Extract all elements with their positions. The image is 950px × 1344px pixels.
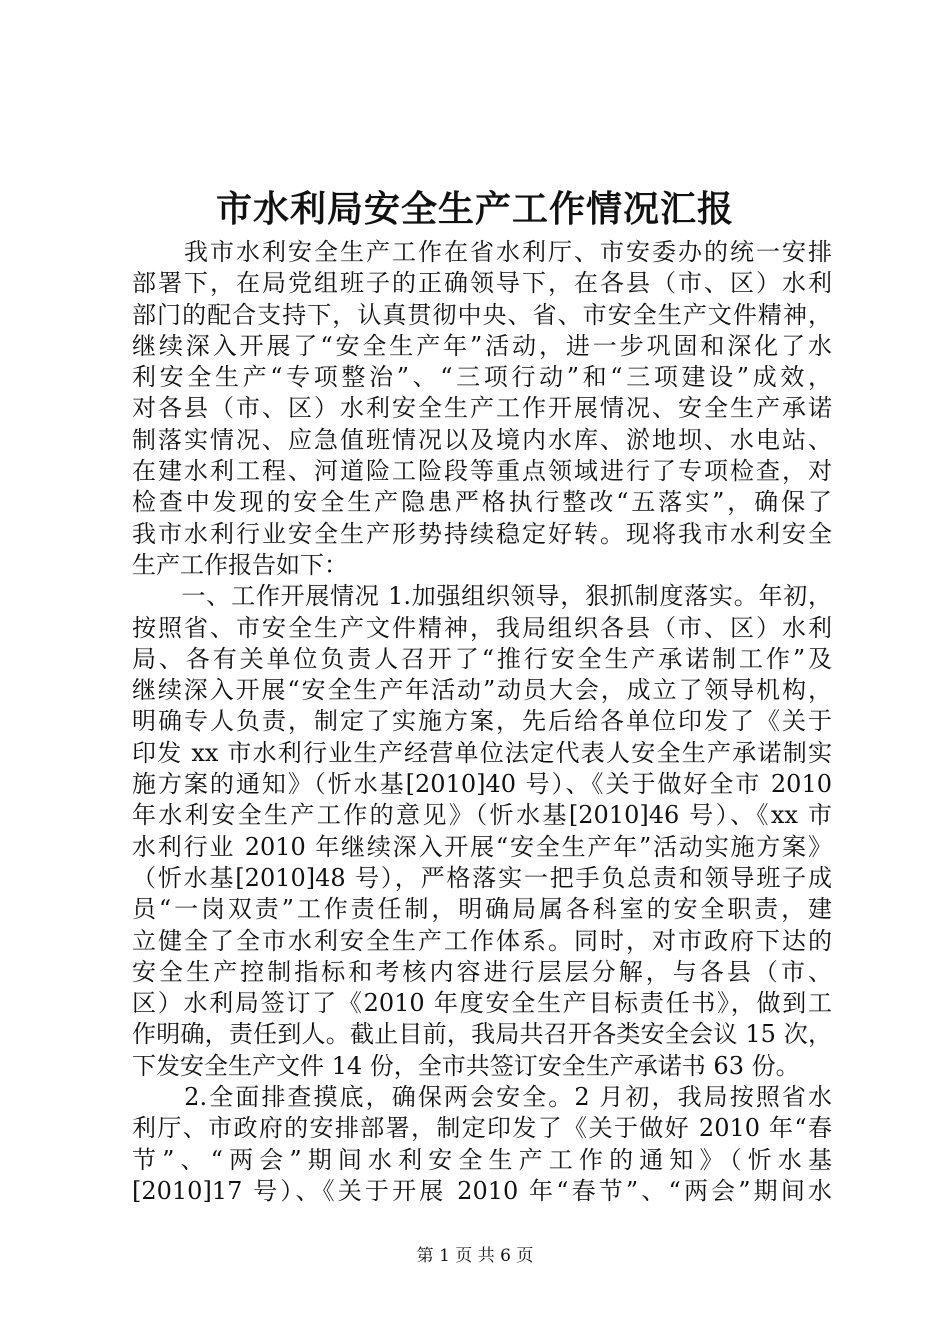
body-line: 部署下，在局党组班子的正确领导下，在各县（市、区）水利 [132, 269, 832, 298]
body-line: 印发 xx 市水利行业生产经营单位法定代表人安全生产承诺制实 [132, 738, 832, 767]
body-line: 水利行业 2010 年继续深入开展“安全生产年”活动实施方案》 [132, 832, 832, 861]
body-line: 作明确，责任到人。截止目前，我局共召开各类安全会议 15 次， [132, 1020, 832, 1049]
body-line: 2.全面排查摸底，确保两会安全。2 月初，我局按照省水 [132, 1083, 832, 1112]
document-body [132, 237, 832, 1207]
body-line: 检查中发现的安全生产隐患严格执行整改“五落实”，确保了 [132, 488, 832, 517]
body-line: 立健全了全市水利安全生产工作体系。同时，对市政府下达的 [132, 926, 832, 955]
body-line: 下发安全生产文件 14 份，全市共签订安全生产承诺书 63 份。 [132, 1051, 800, 1080]
body-line: 我市水利安全生产工作在省水利厅、市安委办的统一安排 [132, 238, 832, 266]
page-number-footer: 第 1 页 共 6 页 [416, 1246, 534, 1266]
body-line: 利厅、市政府的安排部署，制定印发了《关于做好 2010 年“春 [132, 1114, 832, 1143]
body-line: 在建水利工程、河道险工险段等重点领域进行了专项检查，对 [132, 457, 832, 486]
body-line: [2010]17 号）、《关于开展 2010 年“春节”、“两会”期间水 [132, 1176, 832, 1205]
body-line: 施方案的通知》（忻水基[2010]40 号）、《关于做好全市 2010 [132, 770, 832, 799]
body-line: 年水利安全生产工作的意见》（忻水基[2010]46 号）、《xx 市 [132, 801, 832, 830]
body-line: 制落实情况、应急值班情况以及境内水库、淤地坝、水电站、 [132, 425, 832, 454]
body-line: 继续深入开展了“安全生产年”活动，进一步巩固和深化了水 [132, 331, 832, 360]
body-line: 区）水利局签订了《2010 年度安全生产目标责任书》，做到工 [132, 989, 832, 1018]
body-line: （忻水基[2010]48 号），严格落实一把手负总责和领导班子成 [132, 863, 832, 892]
body-line: 部门的配合支持下，认真贯彻中央、省、市安全生产文件精神， [132, 300, 832, 329]
body-line: 一、工作开展情况 1.加强组织领导，狠抓制度落实。年初， [132, 582, 832, 611]
body-line: 利安全生产“专项整治”、“三项行动”和“三项建设”成效， [132, 363, 832, 392]
body-line: 按照省、市安全生产文件精神，我局组织各县（市、区）水利 [132, 613, 832, 642]
document-title: 市水利局安全生产工作情况汇报 [215, 188, 734, 230]
body-line: 明确专人负责，制定了实施方案，先后给各单位印发了《关于 [132, 707, 832, 736]
body-line: 安全生产控制指标和考核内容进行层层分解，与各县（市、 [132, 957, 832, 986]
body-line: 节”、“两会”期间水利安全生产工作的通知》（忻水基 [132, 1145, 832, 1174]
body-line: 生产工作报告如下： [132, 550, 348, 579]
body-line: 继续深入开展“安全生产年活动”动员大会，成立了领导机构， [132, 676, 832, 705]
body-line: 员“一岗双责”工作责任制，明确局属各科室的安全职责，建 [132, 895, 832, 924]
body-line: 我市水利行业安全生产形势持续稳定好转。现将我市水利安全 [132, 519, 832, 548]
body-line: 对各县（市、区）水利安全生产工作开展情况、安全生产承诺 [132, 394, 832, 423]
body-line: 局、各有关单位负责人召开了“推行安全生产承诺制工作”及 [132, 644, 832, 673]
